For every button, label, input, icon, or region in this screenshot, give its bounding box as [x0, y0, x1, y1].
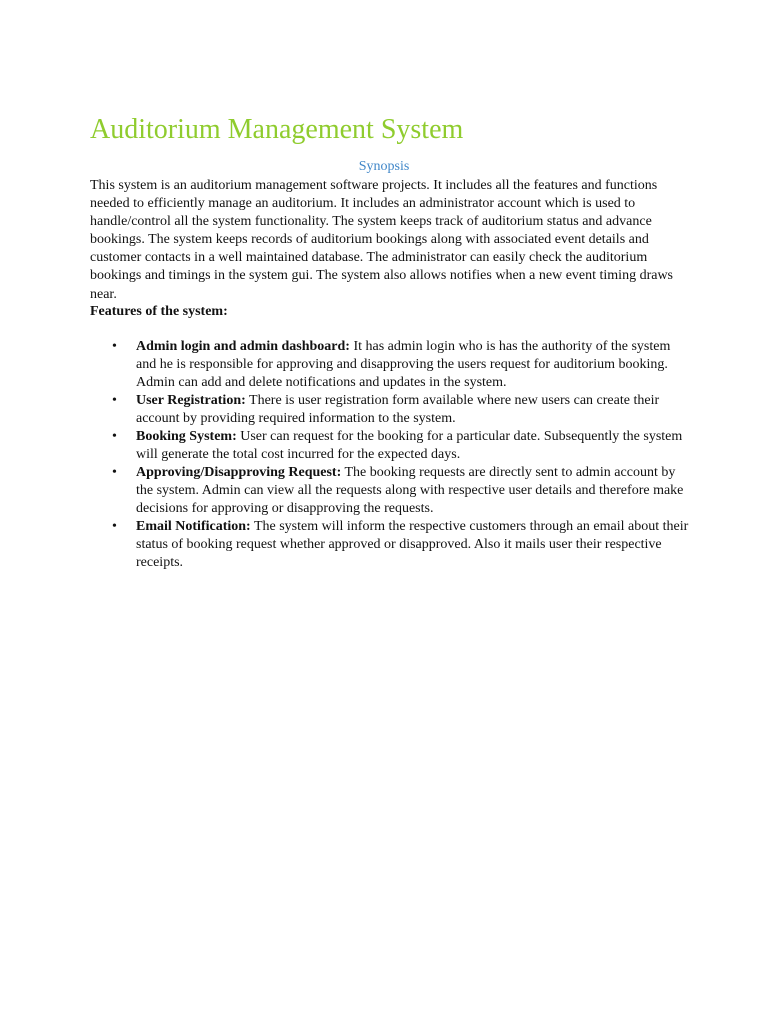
feature-name: Booking System:: [136, 429, 237, 444]
features-heading: Features of the system:: [90, 304, 228, 319]
feature-description: It has admin login who is has the authority of the system and he is responsible for approving and disapproving the users request for auditorium booking. Admin can add and delete notifications and updates in the system.: [136, 339, 671, 390]
feature-description: The booking requests are directly sent to admin account by the system. Admin can view all the requests along with respective user details and therefore make decisions for approving or disapproving the requests.: [136, 465, 684, 516]
synopsis-paragraph: This system is an auditorium management software projects. It includes all the features and functions needed to efficiently manage an auditorium. It includes an administrator account which is used to handle/control all the system functionality. The system keeps track of auditorium status and advance bookings. The system keeps records of auditorium bookings along with associated event details and customer contacts in a well maintained database. The administrator can easily check the auditorium bookings and timings in the system gui. The system also allows notifies when a new event timing draws near.: [90, 178, 674, 302]
bullet-icon: •: [112, 429, 117, 444]
feature-name: Email Notification:: [136, 519, 251, 534]
feature-item-admin-login: [90, 338, 690, 392]
feature-item-booking-system: [90, 428, 690, 464]
bullet-icon: •: [112, 519, 117, 534]
features-list: [90, 338, 690, 572]
feature-name: User Registration:: [136, 393, 246, 408]
feature-name: Approving/Disapproving Request:: [136, 465, 342, 480]
document-title: Auditorium Management System: [90, 114, 464, 145]
feature-description: User can request for the booking for a particular date. Subsequently the system will generate the total cost incurred for the expected days.: [136, 429, 683, 462]
feature-description: There is user registration form available where new users can create their account by providing required information to the system.: [136, 393, 660, 426]
bullet-icon: •: [112, 393, 117, 408]
feature-item-user-registration: [90, 392, 690, 428]
feature-description: The system will inform the respective customers through an email about their status of booking request whether approved or disapproved. Also it mails user their respective receipts.: [136, 519, 689, 570]
bullet-icon: •: [112, 465, 117, 480]
feature-name: Admin login and admin dashboard:: [136, 339, 350, 354]
synopsis-heading: Synopsis: [358, 159, 410, 174]
bullet-icon: •: [112, 339, 117, 354]
feature-item-email-notification: [90, 518, 690, 572]
feature-item-approving-request: [90, 464, 690, 518]
